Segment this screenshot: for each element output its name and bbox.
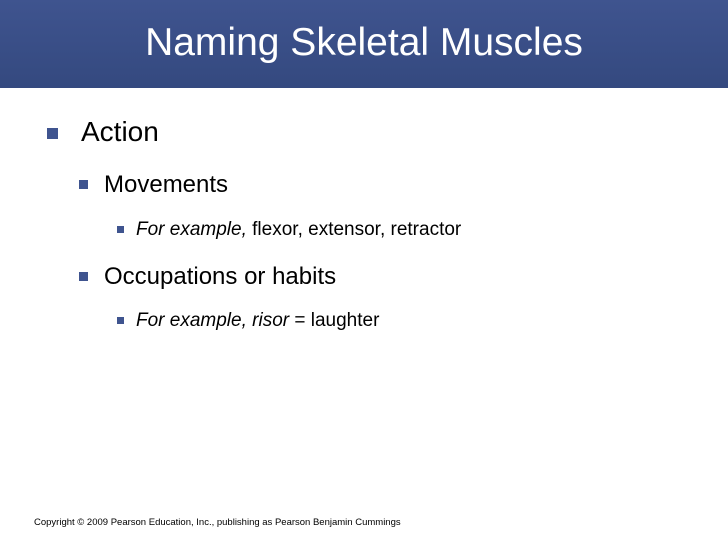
- square-bullet-icon: [47, 128, 58, 139]
- bullet-text: [136, 309, 379, 332]
- copyright-footer: Copyright © 2009 Pearson Education, Inc., publishing as Pearson Benjamin Cummings: [34, 517, 401, 528]
- example-prefix: For example, risor: [136, 310, 290, 331]
- example-prefix: For example,: [136, 219, 247, 240]
- title-bar: [0, 0, 728, 88]
- bullet-text: Occupations or habits: [104, 263, 337, 290]
- example-rest: = laughter: [289, 310, 380, 331]
- square-bullet-icon: [79, 180, 88, 189]
- bullet-text: Action: [81, 116, 159, 147]
- square-bullet-icon: [79, 272, 88, 281]
- bullet-text: [136, 218, 461, 241]
- example-rest: flexor, extensor, retractor: [246, 219, 462, 240]
- square-bullet-icon: [117, 317, 124, 324]
- square-bullet-icon: [117, 226, 124, 233]
- bullet-text: Movements: [104, 171, 229, 198]
- slide-title: Naming Skeletal Muscles: [145, 21, 583, 64]
